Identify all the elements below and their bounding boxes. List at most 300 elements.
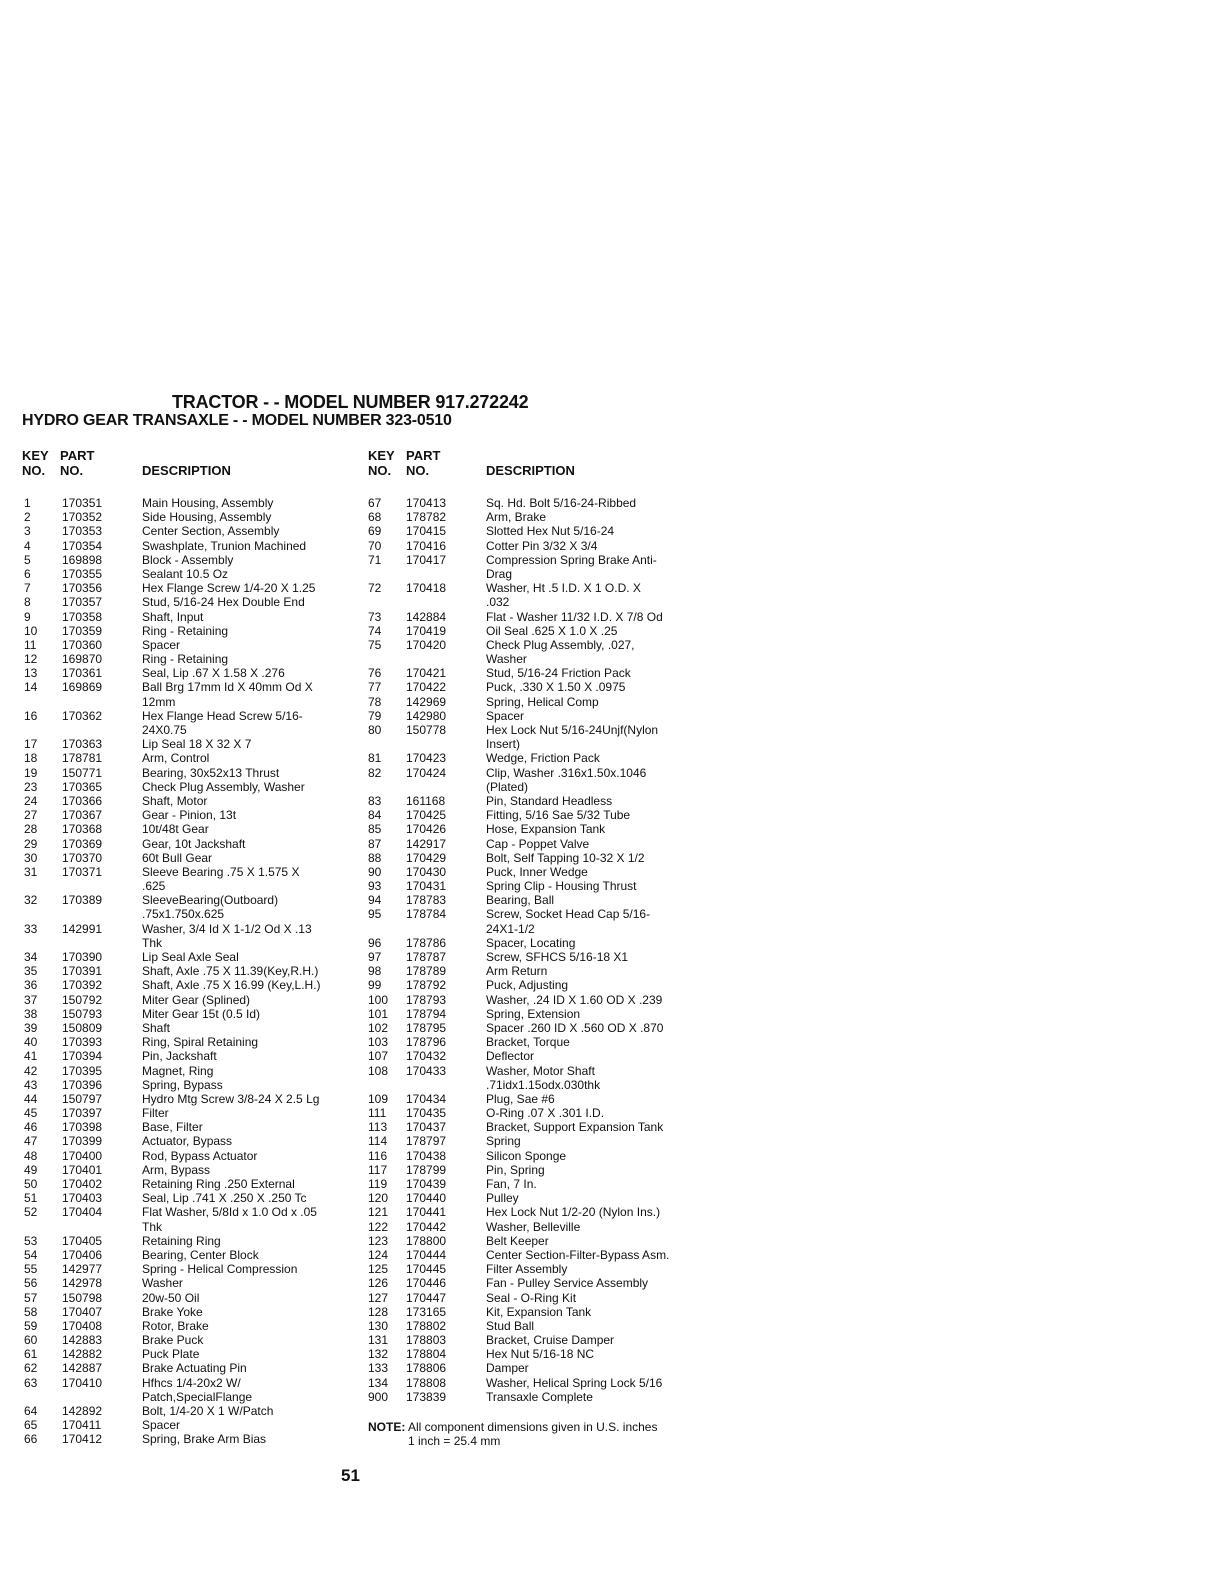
key-number: 41 — [24, 1049, 38, 1064]
part-description: Side Housing, Assembly — [142, 510, 272, 525]
key-number: 59 — [24, 1318, 38, 1333]
part-number: 170415 — [406, 524, 447, 539]
part-number: 170408 — [62, 1318, 103, 1333]
part-description: Base, Filter — [142, 1120, 203, 1135]
key-number: 43 — [24, 1077, 38, 1092]
part-description: Spring, Bypass — [142, 1077, 223, 1092]
part-description: Spacer .260 ID X .560 OD X .870 — [486, 1020, 664, 1035]
key-number: 64 — [24, 1404, 38, 1418]
left-key-header: KEY NO. — [22, 448, 49, 478]
part-number: 170401 — [62, 1162, 103, 1177]
part-description: Check Plug Assembly, .027, — [486, 637, 635, 652]
key-number: 68 — [368, 510, 382, 525]
part-number: 178781 — [62, 751, 103, 766]
part-description: Main Housing, Assembly — [142, 496, 274, 510]
key-number: 126 — [368, 1276, 389, 1291]
part-description: 20w-50 Oil — [142, 1290, 200, 1305]
key-number: 131 — [368, 1333, 389, 1348]
key-number: 107 — [368, 1049, 389, 1064]
part-description: Rotor, Brake — [142, 1318, 209, 1333]
key-number: 6 — [24, 566, 31, 581]
part-number: 178797 — [406, 1134, 447, 1149]
part-description: Washer — [142, 1276, 183, 1291]
part-number: 170425 — [406, 808, 447, 823]
key-number: 102 — [368, 1020, 389, 1035]
part-description: Belt Keeper — [486, 1233, 549, 1248]
key-number: 120 — [368, 1191, 389, 1206]
key-number: 130 — [368, 1318, 389, 1333]
left-part-header: PART NO. — [60, 448, 95, 478]
part-description: .71idx1.15odx.030thk — [486, 1077, 601, 1092]
part-number: 170400 — [62, 1148, 103, 1163]
key-number: 29 — [24, 836, 38, 851]
key-number: 90 — [368, 864, 382, 879]
part-number: 170439 — [406, 1177, 447, 1191]
part-number: 170397 — [62, 1106, 103, 1121]
part-description: Spring — [486, 1134, 521, 1149]
key-number: 124 — [368, 1247, 389, 1262]
part-description: Bracket, Torque — [486, 1035, 570, 1050]
part-number: 170369 — [62, 836, 103, 851]
note-label: NOTE: — [368, 1420, 406, 1434]
part-number: 150792 — [62, 992, 103, 1007]
part-number: 170355 — [62, 566, 103, 581]
key-number: 36 — [24, 978, 38, 993]
key-number: 74 — [368, 623, 382, 638]
part-number: 170367 — [62, 808, 103, 823]
part-description: Pin, Spring — [486, 1162, 545, 1177]
part-description: Patch,SpecialFlange — [142, 1389, 253, 1404]
key-number: 1 — [24, 496, 31, 510]
part-number: 178796 — [406, 1035, 447, 1050]
part-description: Puck Plate — [142, 1347, 200, 1362]
part-description: Hex Lock Nut 5/16-24Unjf(Nylon — [486, 723, 659, 737]
key-number: 109 — [368, 1091, 389, 1106]
key-number: 60 — [24, 1333, 38, 1348]
right-key-header: KEY NO. — [368, 448, 395, 478]
dimension-note — [368, 1420, 657, 1434]
part-number: 170433 — [406, 1063, 447, 1078]
key-number: 108 — [368, 1063, 389, 1078]
key-number: 99 — [368, 978, 382, 993]
part-number: 170389 — [62, 893, 103, 908]
part-description: Bearing, Ball — [486, 893, 555, 908]
page-subtitle: HYDRO GEAR TRANSAXLE - - MODEL NUMBER 323-0510 — [22, 412, 452, 429]
key-number: 37 — [24, 992, 38, 1007]
part-description: Filter Assembly — [486, 1262, 568, 1277]
part-number: 170391 — [62, 964, 103, 979]
key-number: 11 — [24, 637, 37, 652]
part-description: Brake Actuating Pin — [142, 1361, 247, 1376]
part-description: Thk — [142, 935, 163, 950]
part-description: Pulley — [486, 1191, 519, 1206]
part-description: Actuator, Bypass — [142, 1134, 233, 1149]
part-number: 170362 — [62, 708, 103, 723]
key-number: 39 — [24, 1020, 38, 1035]
part-description: Filter — [142, 1106, 169, 1121]
key-number: 18 — [24, 751, 38, 766]
part-description: Ring - Retaining — [142, 623, 229, 638]
key-number: 73 — [368, 609, 382, 624]
part-description: SleeveBearing(Outboard) — [142, 893, 279, 908]
part-number: 170419 — [406, 623, 447, 638]
key-number: 40 — [24, 1035, 38, 1050]
part-number: 178795 — [406, 1020, 447, 1035]
part-description: Lip Seal 18 X 32 X 7 — [142, 737, 252, 752]
part-description: Hose, Expansion Tank — [486, 822, 606, 837]
key-number: 114 — [368, 1134, 388, 1149]
key-number: 96 — [368, 935, 382, 950]
part-number: 173839 — [406, 1389, 447, 1404]
key-number: 14 — [24, 680, 38, 695]
part-description: Seal - O-Ring Kit — [486, 1290, 577, 1305]
part-number: 142977 — [62, 1262, 103, 1277]
part-number: 178799 — [406, 1162, 447, 1177]
key-number: 111 — [368, 1106, 387, 1121]
part-description: Bolt, Self Tapping 10-32 X 1/2 — [486, 850, 645, 865]
key-number: 30 — [24, 850, 38, 865]
part-description: Washer, 3/4 Id X 1-1/2 Od X .13 — [142, 921, 312, 936]
part-number: 170429 — [406, 850, 447, 865]
key-number: 61 — [24, 1347, 38, 1362]
part-description: (Plated) — [486, 779, 529, 794]
part-number: 170430 — [406, 864, 447, 879]
part-description: Flat Washer, 5/8Id x 1.0 Od x .05 — [142, 1205, 317, 1220]
key-number: 128 — [368, 1304, 389, 1319]
part-description: Arm, Control — [142, 751, 210, 766]
part-description: 24X0.75 — [142, 723, 187, 737]
key-number: 79 — [368, 708, 382, 723]
part-description: Lip Seal Axle Seal — [142, 950, 239, 964]
key-number: 50 — [24, 1177, 38, 1191]
part-description: Washer, Ht .5 I.D. X 1 O.D. X — [486, 581, 641, 596]
key-number: 78 — [368, 694, 382, 709]
part-number: 170399 — [62, 1134, 103, 1149]
key-number: 82 — [368, 765, 382, 780]
part-description: Flat - Washer 11/32 I.D. X 7/8 Od — [486, 609, 663, 624]
part-number: 170392 — [62, 978, 103, 993]
part-number: 178792 — [406, 978, 447, 993]
key-number: 87 — [368, 836, 382, 851]
part-description: Screw, Socket Head Cap 5/16- — [486, 907, 651, 922]
key-number: 101 — [368, 1006, 389, 1021]
right-part-header: PART NO. — [406, 448, 441, 478]
part-number: 178806 — [406, 1361, 447, 1376]
part-number: 170356 — [62, 581, 103, 596]
part-description: Sq. Hd. Bolt 5/16-24-Ribbed — [486, 496, 637, 510]
key-number: 55 — [24, 1262, 38, 1277]
part-number: 142887 — [62, 1361, 103, 1376]
key-number: 80 — [368, 723, 382, 737]
part-description: 10t/48t Gear — [142, 822, 209, 837]
part-number: 170426 — [406, 822, 447, 837]
part-description: Gear - Pinion, 13t — [142, 808, 237, 823]
part-description: Retaining Ring — [142, 1233, 221, 1248]
part-description: Puck, Inner Wedge — [486, 864, 588, 879]
part-description: Block - Assembly — [142, 552, 234, 567]
part-description: Washer, Helical Spring Lock 5/16 — [486, 1375, 663, 1390]
part-description: Check Plug Assembly, Washer — [142, 779, 305, 794]
key-number: 28 — [24, 822, 38, 837]
key-number: 113 — [368, 1120, 388, 1135]
part-description: Arm Return — [486, 964, 548, 979]
key-number: 56 — [24, 1276, 38, 1291]
key-number: 17 — [24, 737, 38, 752]
key-number: 31 — [24, 864, 38, 879]
part-number: 170368 — [62, 822, 103, 837]
key-number: 103 — [368, 1035, 389, 1050]
key-number: 122 — [368, 1219, 389, 1234]
part-number: 170413 — [406, 496, 447, 510]
part-description: Oil Seal .625 X 1.0 X .25 — [486, 623, 618, 638]
key-number: 62 — [24, 1361, 38, 1376]
part-number: 170370 — [62, 850, 103, 865]
part-number: 170402 — [62, 1177, 103, 1191]
key-number: 83 — [368, 793, 382, 808]
key-number: 66 — [24, 1432, 38, 1447]
part-number: 142882 — [62, 1347, 103, 1362]
part-number: 170354 — [62, 538, 103, 553]
part-description: Bracket, Cruise Damper — [486, 1333, 615, 1348]
key-number: 84 — [368, 808, 382, 823]
part-number: 170365 — [62, 779, 103, 794]
key-number: 13 — [24, 666, 38, 681]
part-number: 178802 — [406, 1318, 447, 1333]
part-description: Deflector — [486, 1049, 535, 1064]
part-description: Bracket, Support Expansion Tank — [486, 1120, 664, 1135]
part-description: O-Ring .07 X .301 I.D. — [486, 1106, 605, 1121]
key-number: 23 — [24, 779, 38, 794]
part-description: Thk — [142, 1219, 163, 1234]
part-number: 170366 — [62, 793, 103, 808]
part-number: 170404 — [62, 1205, 103, 1220]
part-number: 178787 — [406, 950, 447, 964]
part-description: Center Section-Filter-Bypass Asm. — [486, 1247, 670, 1262]
part-number: 142978 — [62, 1276, 103, 1291]
part-number: 170441 — [406, 1205, 447, 1220]
part-description: Shaft, Axle .75 X 11.39(Key,R.H.) — [142, 964, 319, 979]
part-number: 150778 — [406, 723, 447, 737]
key-number: 53 — [24, 1233, 38, 1248]
part-number: 169870 — [62, 652, 103, 667]
part-number: 170363 — [62, 737, 103, 752]
key-number: 9 — [24, 609, 31, 624]
key-number: 8 — [24, 595, 31, 610]
part-description: Drag — [486, 566, 513, 581]
part-description: Hex Flange Screw 1/4-20 X 1.25 — [142, 581, 316, 596]
key-number: 54 — [24, 1247, 38, 1262]
part-number: 170447 — [406, 1290, 447, 1305]
part-description: .75x1.750x.625 — [142, 907, 225, 922]
key-number: 94 — [368, 893, 382, 908]
key-number: 132 — [368, 1347, 389, 1362]
part-description: Swashplate, Trunion Machined — [142, 538, 307, 553]
key-number: 67 — [368, 496, 382, 510]
part-description: 12mm — [142, 694, 176, 709]
key-number: 71 — [368, 552, 382, 567]
part-description: Shaft, Input — [142, 609, 204, 624]
key-number: 57 — [24, 1290, 38, 1305]
part-description: Compression Spring Brake Anti- — [486, 552, 657, 567]
part-number: 178803 — [406, 1333, 447, 1348]
part-description: Spring Clip - Housing Thrust — [486, 879, 637, 894]
part-description: Slotted Hex Nut 5/16-24 — [486, 524, 615, 539]
part-description: Gear, 10t Jackshaft — [142, 836, 246, 851]
part-number: 150771 — [62, 765, 103, 780]
key-number: 117 — [368, 1162, 388, 1177]
part-description: Pin, Standard Headless — [486, 793, 613, 808]
part-number: 170440 — [406, 1191, 447, 1206]
part-description: Arm, Bypass — [142, 1162, 211, 1177]
key-number: 24 — [24, 793, 38, 808]
key-number: 49 — [24, 1162, 38, 1177]
part-description: Spacer — [486, 708, 525, 723]
part-description: Hex Nut 5/16-18 NC — [486, 1347, 595, 1362]
part-description: Bolt, 1/4-20 X 1 W/Patch — [142, 1404, 274, 1418]
page-title: TRACTOR - - MODEL NUMBER 917.272242 — [172, 392, 529, 412]
part-number: 170360 — [62, 637, 103, 652]
key-number: 98 — [368, 964, 382, 979]
part-description: Spring, Helical Comp — [486, 694, 599, 709]
part-description: Washer, Motor Shaft — [486, 1063, 595, 1078]
part-number: 170446 — [406, 1276, 447, 1291]
part-number: 170394 — [62, 1049, 103, 1064]
key-number: 65 — [24, 1418, 38, 1433]
key-number: 10 — [24, 623, 38, 638]
part-description: Magnet, Ring — [142, 1063, 214, 1078]
key-number: 47 — [24, 1134, 38, 1149]
part-number: 170352 — [62, 510, 103, 525]
part-description: Silicon Sponge — [486, 1148, 567, 1163]
key-number: 134 — [368, 1375, 389, 1390]
note-conversion: 1 inch = 25.4 mm — [408, 1434, 501, 1448]
key-number: 81 — [368, 751, 382, 766]
part-number: 170422 — [406, 680, 447, 695]
key-number: 88 — [368, 850, 382, 865]
part-number: 170423 — [406, 751, 447, 766]
part-description: Hex Flange Head Screw 5/16- — [142, 708, 303, 723]
key-number: 4 — [24, 538, 31, 553]
key-number: 48 — [24, 1148, 38, 1163]
key-number: 34 — [24, 950, 38, 964]
part-description: Arm, Brake — [486, 510, 547, 525]
part-description: Kit, Expansion Tank — [486, 1304, 592, 1319]
part-description: Transaxle Complete — [486, 1389, 593, 1404]
part-number: 170351 — [62, 496, 103, 510]
part-number: 170396 — [62, 1077, 103, 1092]
part-description: Screw, SFHCS 5/16-18 X1 — [486, 950, 629, 964]
part-description: .625 — [142, 879, 166, 894]
part-number: 150793 — [62, 1006, 103, 1021]
part-number: 170437 — [406, 1120, 447, 1135]
part-number: 170431 — [406, 879, 447, 894]
part-number: 170407 — [62, 1304, 103, 1319]
part-number: 170359 — [62, 623, 103, 638]
key-number: 3 — [24, 524, 31, 539]
part-description: Seal, Lip .741 X .250 X .250 Tc — [142, 1191, 307, 1206]
part-number: 170403 — [62, 1191, 103, 1206]
part-number: 170393 — [62, 1035, 103, 1050]
part-description: Rod, Bypass Actuator — [142, 1148, 258, 1163]
part-description: Hex Lock Nut 1/2-20 (Nylon Ins.) — [486, 1205, 661, 1220]
part-description: Ball Brg 17mm Id X 40mm Od X — [142, 680, 313, 695]
part-description: Seal, Lip .67 X 1.58 X .276 — [142, 666, 285, 681]
key-number: 93 — [368, 879, 382, 894]
note-text: All component dimensions given in U.S. inches — [408, 1420, 658, 1434]
part-description: Ring, Spiral Retaining — [142, 1035, 259, 1050]
part-number: 170416 — [406, 538, 447, 553]
part-number: 170432 — [406, 1049, 447, 1064]
part-number: 170361 — [62, 666, 103, 681]
page-number: 51 — [341, 1466, 360, 1485]
key-number: 119 — [368, 1177, 388, 1191]
part-number: 178782 — [406, 510, 447, 525]
part-description: Damper — [486, 1361, 529, 1376]
key-number: 38 — [24, 1006, 38, 1021]
part-description: Shaft, Motor — [142, 793, 208, 808]
part-number: 150798 — [62, 1290, 103, 1305]
part-description: Cap - Poppet Valve — [486, 836, 590, 851]
part-number: 169898 — [62, 552, 103, 567]
part-number: 142969 — [406, 694, 447, 709]
part-number: 170434 — [406, 1091, 447, 1106]
part-number: 150809 — [62, 1020, 103, 1035]
key-number: 58 — [24, 1304, 38, 1319]
key-number: 76 — [368, 666, 382, 681]
part-number: 170412 — [62, 1432, 103, 1447]
key-number: 5 — [24, 552, 31, 567]
key-number: 45 — [24, 1106, 38, 1121]
part-description: 24X1-1/2 — [486, 921, 535, 936]
part-number: 170371 — [62, 864, 103, 879]
key-number: 16 — [24, 708, 38, 723]
part-number: 178783 — [406, 893, 447, 908]
key-number: 46 — [24, 1120, 38, 1135]
part-description: Clip, Washer .316x1.50x.1046 — [486, 765, 647, 780]
part-number: 170438 — [406, 1148, 447, 1163]
part-description: Spacer — [142, 1418, 181, 1433]
part-description: Fan, 7 In. — [486, 1177, 537, 1191]
part-description: Stud, 5/16-24 Friction Pack — [486, 666, 631, 681]
part-number: 178804 — [406, 1347, 447, 1362]
key-number: 125 — [368, 1262, 389, 1277]
part-number: 178794 — [406, 1006, 447, 1021]
part-description: Insert) — [486, 737, 521, 752]
part-number: 142980 — [406, 708, 447, 723]
part-number: 170390 — [62, 950, 103, 964]
part-number: 170357 — [62, 595, 103, 610]
part-description: Shaft, Axle .75 X 16.99 (Key,L.H.) — [142, 978, 321, 993]
part-number: 170417 — [406, 552, 447, 567]
part-description: Puck, Adjusting — [486, 978, 569, 993]
part-number: 178784 — [406, 907, 447, 922]
part-description: 60t Bull Gear — [142, 850, 213, 865]
part-description: Fitting, 5/16 Sae 5/32 Tube — [486, 808, 631, 823]
part-number: 178808 — [406, 1375, 447, 1390]
part-description: Shaft — [142, 1020, 171, 1035]
key-number: 70 — [368, 538, 382, 553]
key-number: 77 — [368, 680, 382, 695]
part-number: 142884 — [406, 609, 447, 624]
part-number: 178800 — [406, 1233, 447, 1248]
part-number: 170410 — [62, 1375, 103, 1390]
key-number: 35 — [24, 964, 38, 979]
key-number: 19 — [24, 765, 38, 780]
key-number: 900 — [368, 1389, 389, 1404]
part-description: Fan - Pulley Service Assembly — [486, 1276, 649, 1291]
part-description: Pin, Jackshaft — [142, 1049, 217, 1064]
part-number: 170418 — [406, 581, 447, 596]
